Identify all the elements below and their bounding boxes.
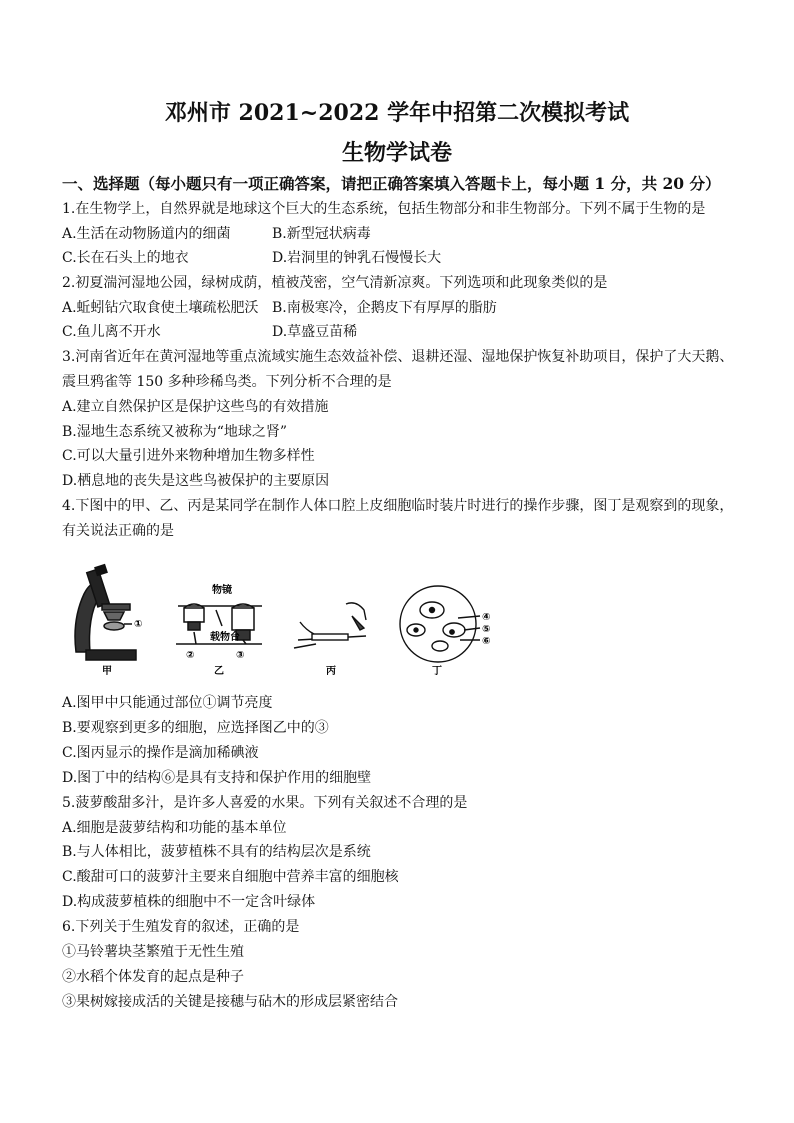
q1-option-a: A.生活在动物肠道内的细菌 bbox=[62, 226, 231, 242]
q4-option-b: B.要观察到更多的细胞，应选择图乙中的③ bbox=[62, 720, 329, 736]
q6-statement-2: ②水稻个体发育的起点是种子 bbox=[62, 969, 244, 985]
section-heading: 一、选择题（每小题只有一项正确答案，请把正确答案填入答题卡上，每小题 1 分，共 20 分） bbox=[62, 174, 721, 193]
staining-step-illustration bbox=[294, 603, 366, 648]
fig-label-n3: ③ bbox=[236, 650, 245, 661]
q4-stem-line2: 有关说法正确的是 bbox=[62, 523, 174, 539]
q5-option-d: D.构成菠萝植株的细胞中不一定含叶绿体 bbox=[62, 894, 316, 910]
q6-statement-3: ③果树嫁接成活的关键是接穗与砧木的形成层紧密结合 bbox=[62, 994, 398, 1010]
q4-option-c: C.图丙显示的操作是滴加稀碘液 bbox=[62, 745, 259, 761]
q3-option-d: D.栖息地的丧失是这些鸟被保护的主要原因 bbox=[62, 473, 330, 489]
q1-option-d: D.岩洞里的钟乳石慢慢长大 bbox=[272, 250, 442, 266]
q2-option-a: A.蚯蚓钻穴取食使土壤疏松肥沃 bbox=[62, 300, 259, 316]
q3-option-b: B.湿地生态系统又被称为“地球之肾” bbox=[62, 424, 288, 440]
q4-option-a: A.图甲中只能通过部位①调节亮度 bbox=[62, 695, 273, 711]
fig-label-jia: 甲 bbox=[102, 666, 112, 677]
q3-option-c: C.可以大量引进外来物种增加生物多样性 bbox=[62, 448, 315, 464]
fig-label-objective: 物镜 bbox=[212, 585, 232, 596]
exam-subtitle: 生物学试卷 bbox=[341, 140, 452, 166]
q4-option-d: D.图丁中的结构⑥是具有支持和保护作用的细胞壁 bbox=[62, 770, 372, 786]
q5-option-b: B.与人体相比，菠萝植株不具有的结构层次是系统 bbox=[62, 844, 371, 860]
q2-option-d: D.草盛豆苗稀 bbox=[272, 324, 358, 340]
fig-label-bing: 丙 bbox=[326, 666, 336, 677]
fig-label-n1: ① bbox=[134, 619, 143, 630]
fig-label-ding: 丁 bbox=[432, 666, 442, 677]
q2-stem: 2.初夏湍河湿地公园，绿树成荫，植被茂密，空气清新凉爽。下列选项和此现象类似的是 bbox=[62, 275, 608, 291]
fig-label-n4: ④ bbox=[482, 612, 491, 623]
q5-option-a: A.细胞是菠萝结构和功能的基本单位 bbox=[62, 820, 287, 836]
q3-option-a: A.建立自然保护区是保护这些鸟的有效措施 bbox=[62, 399, 329, 415]
fig-label-n2: ② bbox=[186, 650, 195, 661]
exam-title: 邓州市 2021~2022 学年中招第二次模拟考试 bbox=[164, 100, 630, 126]
fig-label-yi: 乙 bbox=[214, 666, 224, 677]
q1-stem: 1.在生物学上，自然界就是地球这个巨大的生态系统，包括生物部分和非生物部分。下列不属于生物的是 bbox=[62, 201, 706, 217]
fig-label-n5: ⑤ bbox=[482, 624, 491, 635]
q4-stem-line1: 4.下图中的甲、乙、丙是某同学在制作人体口腔上皮细胞临时装片时进行的操作步骤，图丁是观察到的现象， bbox=[62, 498, 734, 514]
q5-stem: 5.菠萝酸甜多汁，是许多人喜爱的水果。下列有关叙述不合理的是 bbox=[62, 795, 468, 811]
fig-label-n6: ⑥ bbox=[482, 636, 491, 647]
q2-option-b: B.南极寒冷，企鹅皮下有厚厚的脂肪 bbox=[272, 300, 497, 316]
q1-option-c: C.长在石头上的地衣 bbox=[62, 250, 189, 266]
q4-figure bbox=[66, 560, 506, 680]
q5-option-c: C.酸甜可口的菠萝汁主要来自细胞中营养丰富的细胞核 bbox=[62, 869, 399, 885]
q3-stem-line2: 震旦鸦雀等 150 多种珍稀鸟类。下列分析不合理的是 bbox=[62, 374, 392, 390]
microscope-illustration bbox=[75, 565, 136, 660]
q1-option-b: B.新型冠状病毒 bbox=[272, 226, 371, 242]
fig-label-stage: 载物台 bbox=[210, 632, 240, 643]
microscope-view-illustration bbox=[400, 586, 480, 662]
q6-stem: 6.下列关于生殖发育的叙述，正确的是 bbox=[62, 919, 300, 935]
q3-stem-line1: 3.河南省近年在黄河湿地等重点流域实施生态效益补偿、退耕还湿、湿地保护恢复补助项目，保护了大天鹅、 bbox=[62, 349, 734, 365]
q6-statement-1: ①马铃薯块茎繁殖于无性生殖 bbox=[62, 944, 244, 960]
q2-option-c: C.鱼儿离不开水 bbox=[62, 324, 161, 340]
